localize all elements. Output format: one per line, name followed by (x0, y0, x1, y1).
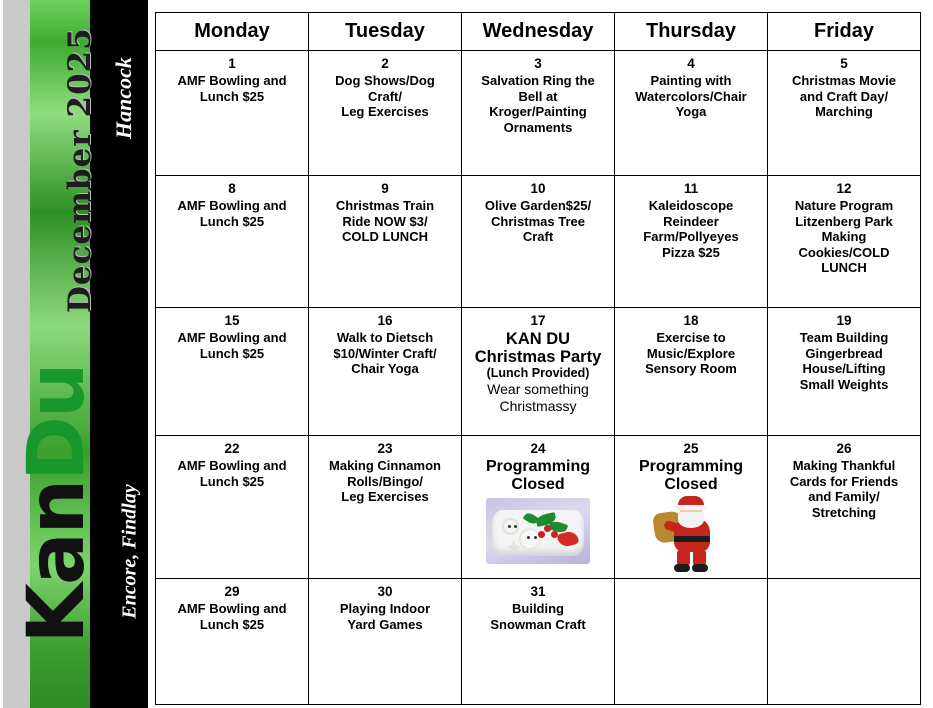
calendar-week-row (156, 436, 921, 579)
event-line: Closed (511, 476, 565, 493)
event-line: Sensory Room (645, 361, 737, 376)
day-number: 23 (377, 441, 393, 456)
event-line: Cards for Friends (789, 473, 899, 489)
event-line: Bell at (518, 88, 558, 104)
event-line: Ride NOW $3/ (342, 213, 428, 229)
event-line: Programming (638, 458, 743, 475)
calendar-day-cell[interactable] (309, 579, 462, 705)
calendar-day-cell[interactable] (156, 51, 309, 176)
calendar-day-cell[interactable] (768, 51, 921, 176)
calendar-week-row (156, 579, 921, 705)
day-number: 30 (377, 584, 393, 599)
holly-berry-shape (544, 525, 551, 532)
santa-boot-shape (692, 564, 708, 572)
day-number: 16 (377, 313, 393, 328)
day-events (772, 198, 916, 276)
event-line: Wear something (487, 381, 589, 397)
calendar-day-cell[interactable] (768, 436, 921, 579)
event-line: AMF Bowling and (177, 458, 287, 473)
day-number: 31 (530, 584, 546, 599)
event-line: Kaleidoscope (648, 198, 734, 213)
santa-boot-shape (674, 564, 690, 572)
calendar-day-cell[interactable] (615, 176, 768, 308)
event-line: Farm/Pollyeyes (643, 229, 739, 244)
event-line: Craft/ (368, 88, 402, 104)
event-line: Lunch $25 (199, 473, 265, 489)
event-line: COLD LUNCH (342, 229, 428, 244)
day-events (160, 330, 304, 361)
event-line: AMF Bowling and (177, 601, 287, 616)
event-line: Small Weights (799, 376, 889, 392)
day-number: 4 (687, 56, 695, 71)
calendar-day-cell[interactable] (156, 308, 309, 436)
calendar-day-cell[interactable] (462, 579, 615, 705)
calendar-day-cell[interactable] (462, 51, 615, 176)
event-line: Exercise to (656, 330, 726, 345)
day-number: 25 (683, 441, 699, 456)
event-line: Team Building (799, 330, 889, 345)
closed-notice (466, 458, 610, 494)
weekday-header-friday: Friday (768, 13, 921, 51)
weekday-header-wednesday: Wednesday (462, 13, 615, 51)
day-number: 8 (228, 181, 236, 196)
day-number: 11 (683, 181, 699, 196)
day-events (160, 73, 304, 104)
weekday-header-row (156, 13, 921, 51)
calendar-day-cell[interactable] (309, 176, 462, 308)
day-events (619, 330, 763, 377)
event-line: Pizza $25 (662, 244, 720, 260)
event-line: Christmas Movie (791, 73, 897, 88)
day-number: 12 (836, 181, 852, 196)
calendar-day-cell[interactable] (768, 308, 921, 436)
weekday-header-thursday: Thursday (615, 13, 768, 51)
event-line: $10/Winter Craft/ (333, 345, 437, 361)
day-events (160, 458, 304, 489)
event-line: Ornaments (503, 119, 573, 135)
event-line: Salvation Ring the (481, 73, 595, 88)
calendar-day-cell[interactable] (156, 436, 309, 579)
day-number: 17 (530, 313, 546, 328)
calendar-day-cell-empty[interactable] (615, 579, 768, 705)
day-number: 15 (224, 313, 240, 328)
calendar-day-cell-party[interactable] (462, 308, 615, 436)
day-events (772, 458, 916, 520)
event-line: Kroger/Painting (489, 104, 587, 119)
event-line: AMF Bowling and (177, 198, 287, 213)
event-line: Walk to Dietsch (336, 330, 434, 345)
day-events (466, 198, 610, 245)
kandu-logo-du: Du (12, 364, 102, 481)
event-line: House/Lifting (802, 361, 886, 376)
event-line: Music/Explore (646, 345, 736, 361)
event-line: Watercolors/Chair (635, 88, 747, 104)
calendar-day-cell[interactable] (156, 579, 309, 705)
day-events (466, 73, 610, 135)
event-line: and Family/ (808, 489, 880, 504)
event-line: Dog Shows/Dog (335, 73, 435, 88)
calendar-week-row (156, 308, 921, 436)
calendar-day-cell[interactable] (309, 436, 462, 579)
calendar-grid (155, 12, 921, 700)
left-decorative-rail (0, 0, 152, 708)
event-line: (Lunch Provided) (486, 366, 590, 380)
event-line: AMF Bowling and (177, 73, 287, 88)
event-line: LUNCH (821, 260, 867, 275)
day-number: 19 (836, 313, 852, 328)
calendar-week-row (156, 176, 921, 308)
event-line: AMF Bowling and (177, 330, 287, 345)
event-line: Rolls/Bingo/ (347, 473, 423, 489)
event-line: Leg Exercises (341, 489, 429, 504)
day-events (772, 73, 916, 120)
weekday-header-tuesday: Tuesday (309, 13, 462, 51)
santa-hat-shape (678, 496, 704, 507)
event-line: Lunch $25 (199, 345, 265, 361)
day-events (313, 601, 457, 632)
month-title: December 2025 (62, 27, 98, 313)
event-line: Nature Program (794, 198, 894, 213)
santa-belt-shape (674, 536, 710, 542)
closed-notice (619, 458, 763, 494)
santa-claus-clipart (652, 496, 730, 574)
calendar-day-cell-empty[interactable] (768, 579, 921, 705)
day-events (619, 198, 763, 260)
event-line: Building (512, 601, 564, 616)
day-events (772, 330, 916, 392)
event-line: Stretching (811, 504, 877, 520)
event-line: Chair Yoga (351, 361, 419, 376)
program-label: Encore, Findlay (118, 484, 141, 619)
event-line: Cookies/COLD (798, 244, 890, 260)
day-number: 24 (530, 441, 546, 456)
event-line: Christmas Tree (491, 213, 585, 229)
event-line: Making (821, 229, 867, 244)
event-line: Closed (664, 476, 718, 493)
event-line: Craft (522, 229, 554, 244)
event-line: Yoga (675, 104, 707, 119)
event-line: Christmas Train (335, 198, 435, 213)
christmas-cookie-tray-photo (486, 498, 590, 564)
santa-beard-shape (678, 512, 704, 528)
event-line: Lunch $25 (199, 616, 265, 632)
event-line: Olive Garden$25/ (484, 198, 592, 213)
snowman-cookie-shape (519, 528, 541, 550)
party-title (466, 330, 610, 366)
event-line: Gingerbread (805, 345, 883, 361)
calendar-table (155, 12, 921, 705)
event-line: Programming (485, 458, 590, 475)
day-events (313, 73, 457, 120)
weekday-header-monday: Monday (156, 13, 309, 51)
day-number: 29 (224, 584, 240, 599)
site-label: Hancock (111, 57, 136, 139)
kandu-logo-kan: Kan (12, 480, 102, 644)
calendar-day-cell[interactable] (768, 176, 921, 308)
event-line: Making Thankful (792, 458, 896, 473)
day-number: 9 (381, 181, 389, 196)
day-number: 3 (534, 56, 542, 71)
snowman-cookie-shape (502, 518, 519, 535)
event-line: Leg Exercises (341, 104, 429, 119)
day-events (160, 601, 304, 632)
event-line: Marching (815, 104, 873, 119)
event-line: Christmas Party (474, 348, 602, 366)
day-events (466, 601, 610, 632)
day-events (619, 73, 763, 120)
day-number: 22 (224, 441, 240, 456)
day-number: 2 (381, 56, 389, 71)
party-note (466, 381, 610, 415)
party-subtitle (466, 366, 610, 381)
calendar-day-cell-closed[interactable] (615, 436, 768, 579)
calendar-day-cell[interactable] (309, 308, 462, 436)
day-number: 5 (840, 56, 848, 71)
event-line: Reindeer (663, 213, 719, 229)
day-events (313, 330, 457, 377)
kandu-logo (12, 354, 102, 654)
event-line: Snowman Craft (490, 616, 586, 632)
event-line: Yard Games (347, 616, 423, 632)
day-number: 1 (228, 56, 236, 71)
day-events (313, 458, 457, 505)
event-line: Litzenberg Park (795, 213, 893, 229)
calendar-day-cell[interactable] (462, 176, 615, 308)
event-line: Lunch $25 (199, 88, 265, 104)
calendar-day-cell[interactable] (156, 176, 309, 308)
calendar-week-row (156, 51, 921, 176)
holly-berry-shape (538, 531, 545, 538)
day-number: 18 (683, 313, 699, 328)
day-number: 26 (836, 441, 852, 456)
event-line: Playing Indoor (339, 601, 431, 616)
calendar-day-cell[interactable] (615, 308, 768, 436)
event-line: and Craft Day/ (799, 88, 889, 104)
event-line: Painting with (650, 73, 732, 88)
event-line: KAN DU (505, 330, 571, 348)
calendar-day-cell[interactable] (615, 51, 768, 176)
event-line: Making Cinnamon (329, 458, 441, 473)
calendar-day-cell[interactable] (309, 51, 462, 176)
day-number: 10 (530, 181, 546, 196)
event-line: Christmassy (499, 398, 577, 414)
event-line: Lunch $25 (199, 213, 265, 229)
day-events (160, 198, 304, 229)
calendar-day-cell-closed[interactable] (462, 436, 615, 579)
day-events (313, 198, 457, 245)
